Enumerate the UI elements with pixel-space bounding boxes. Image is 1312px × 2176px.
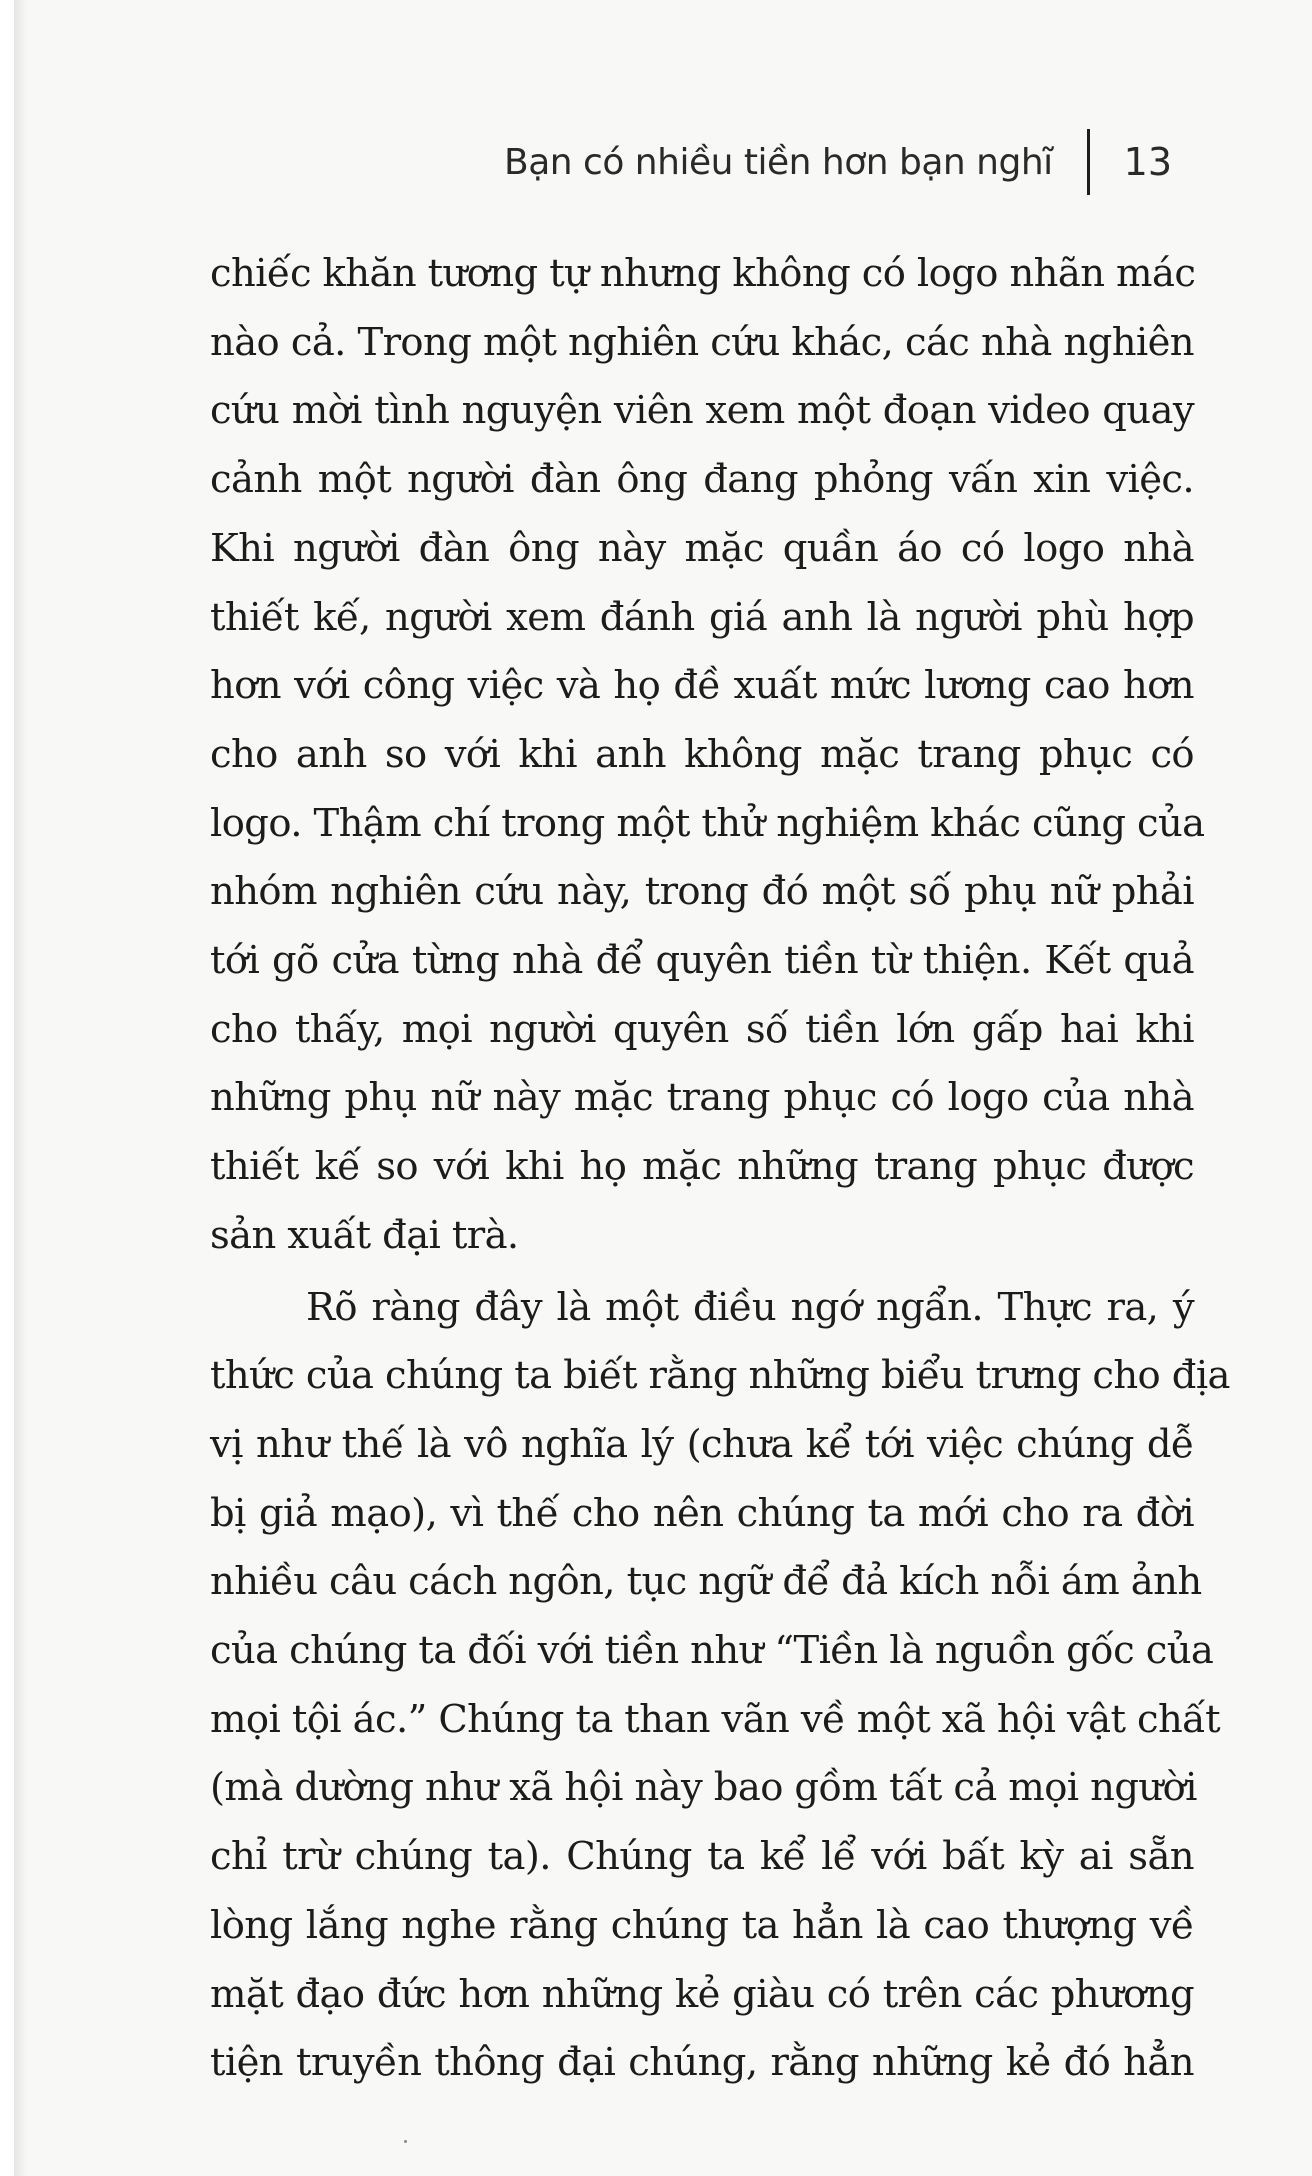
- running-head: [504, 130, 1172, 194]
- text-line: thiết kế, người xem đánh giá anh là người phù hợp: [210, 594, 1194, 640]
- header-divider: [1087, 129, 1090, 195]
- text-line: cảnh một người đàn ông đang phỏng vấn xin việc.: [210, 457, 1194, 503]
- text-line: Rõ ràng đây là một điều ngớ ngẩn. Thực ra, ý: [306, 1284, 1194, 1330]
- text-line: thiết kế so với khi họ mặc những trang phục được: [210, 1144, 1194, 1190]
- text-line: mặt đạo đức hơn những kẻ giàu có trên các phương: [210, 1971, 1194, 2017]
- body-text: [210, 240, 1230, 2098]
- text-line: lòng lắng nghe rằng chúng ta hẳn là cao thượng về: [210, 1902, 1194, 1948]
- page-speck: [404, 2140, 407, 2143]
- text-line: những phụ nữ này mặc trang phục có logo của nhà: [210, 1075, 1194, 1121]
- running-title: Bạn có nhiều tiền hơn bạn nghĩ: [504, 141, 1053, 183]
- text-line: bị giả mạo), vì thế cho nên chúng ta mới cho ra đời: [210, 1490, 1194, 1536]
- text-line: nào cả. Trong một nghiên cứu khác, các nhà nghiên: [210, 319, 1194, 365]
- text-line: nhóm nghiên cứu này, trong đó một số phụ nữ phải: [210, 869, 1194, 915]
- text-line: Khi người đàn ông này mặc quần áo có logo nhà: [210, 525, 1194, 571]
- text-line: cứu mời tình nguyện viên xem một đoạn video quay: [210, 388, 1194, 434]
- text-line: thức của chúng ta biết rằng những biểu trưng cho địa: [210, 1353, 1230, 1399]
- text-line: tiện truyền thông đại chúng, rằng những kẻ đó hẳn: [210, 2040, 1194, 2086]
- text-line: chỉ trừ chúng ta). Chúng ta kể lể với bất kỳ ai sẵn: [210, 1834, 1194, 1880]
- text-line: logo. Thậm chí trong một thử nghiệm khác cũng của: [210, 800, 1205, 846]
- text-line: mọi tội ác.” Chúng ta than vãn về một xã hội vật chất: [210, 1696, 1221, 1742]
- text-line: tới gõ cửa từng nhà để quyên tiền từ thiện. Kết quả: [210, 938, 1194, 984]
- book-page: [14, 0, 1312, 2176]
- text-line: cho anh so với khi anh không mặc trang phục có: [210, 731, 1194, 777]
- text-line: (mà dường như xã hội này bao gồm tất cả mọi người: [210, 1765, 1197, 1811]
- text-line: của chúng ta đối với tiền như “Tiền là nguồn gốc của: [210, 1628, 1214, 1674]
- page-number: 13: [1123, 140, 1172, 184]
- text-line: chiếc khăn tương tự nhưng không có logo nhãn mác: [210, 251, 1196, 296]
- text-line: hơn với công việc và họ đề xuất mức lương cao hơn: [210, 663, 1194, 709]
- text-line: nhiều câu cách ngôn, tục ngữ để đả kích nỗi ám ảnh: [210, 1559, 1202, 1605]
- text-line: vị như thế là vô nghĩa lý (chưa kể tới việc chúng dễ: [210, 1421, 1194, 1467]
- page-gutter-shadow: [14, 0, 28, 2176]
- paragraph-1: [210, 240, 1205, 1271]
- text-line: sản xuất đại trà.: [210, 1212, 519, 1258]
- text-line: cho thấy, mọi người quyên số tiền lớn gấp hai khi: [210, 1006, 1194, 1052]
- paragraph-2: [210, 1274, 1230, 2098]
